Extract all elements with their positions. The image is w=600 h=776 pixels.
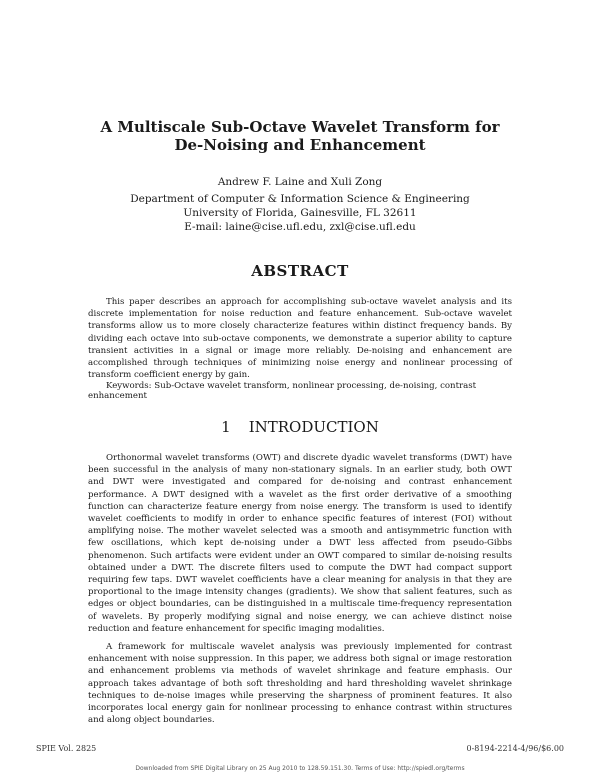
keywords-line: Keywords: Sub-Octave wavelet transform, nonlinear processing, de-noising, contrast enhancement: [88, 381, 477, 401]
email-line: E-mail: laine@cise.ufl.edu, zxl@cise.ufl.edu: [184, 221, 416, 233]
authors: Andrew F. Laine and Xuli Zong: [217, 176, 383, 188]
affiliation-line2: University of Florida, Gainesville, FL 32611: [183, 207, 417, 219]
paper-title-line2: De-Noising and Enhancement: [174, 136, 426, 154]
download-notice: Downloaded from SPIE Digital Library on 25 Aug 2010 to 128.59.151.30. Terms of Use: http://spiedl.org/terms: [135, 765, 465, 772]
paper-title-line1: A Multiscale Sub-Octave Wavelet Transform for: [100, 118, 500, 136]
affiliation-line1: Department of Computer & Information Science & Engineering: [130, 193, 470, 205]
intro-section-title: INTRODUCTION: [248, 418, 379, 436]
footer-volume: SPIE Vol. 2825: [36, 744, 97, 753]
intro-heading: [0, 418, 600, 436]
abstract-heading: ABSTRACT: [251, 262, 349, 280]
intro-paragraph-1: Orthonormal wavelet transforms (OWT) and discrete dyadic wavelet transforms (DWT) have been successful in the analysis of many non-stationary signals. In an earlier study, both OWT and DWT were investigated and compared for de-noising and contrast enhancement performance. A DWT designed with a wavelet as the first order derivative of a smoothing function can characterize feature energy from noise energy. The transform is used to identify wavelet coefficients to modify in order to enhance specific features of interest (FOI) without amplifying noise. The mother wavelet selected was a smooth and antisymmetric function with few oscillations, which kept de-noising under a DWT less affected from pseudo-Gibbs phenomenon. Such artifacts were evident under an OWT compared to similar de-noising results obtained under a DWT. The discrete filters used to compute the DWT had compact support requiring few taps. DWT wavelet coefficients have a clear meaning for analysis in that they are proportional to the image intensity changes (gradients). We show that salient features, such as edges or object boundaries, can be distinguished in a multiscale time-frequency representation of wavelets. By properly modifying signal and noise energy, we can achieve distinct noise reduction and feature enhancement for specific imaging modalities.: [88, 453, 512, 634]
abstract-text: This paper describes an approach for accomplishing sub-octave wavelet analysis and its discrete implementation for noise reduction and feature enhancement. Sub-octave wavelet transforms allow us to more closely characterize features within distinct frequency bands. By dividing each octave into sub-octave components, we demonstrate a superior ability to capture transient activities in a signal or image more reliably. De-noising and enhancement are accomplished through techniques of minimizing noise energy and nonlinear processing of transform coefficient energy by gain.: [88, 297, 512, 381]
intro-paragraph-2: A framework for multiscale wavelet analysis was previously implemented for contrast enhancement with noise suppression. In this paper, we address both signal or image restoration and enhancement problems via methods of wavelet shrinkage and feature emphasis. Our approach takes advantage of both soft thresholding and hard thresholding wavelet shrinkage techniques to de-noise images while preserving the sharpness of prominent features. It also incorporates local energy gain for nonlinear processing to enhance contrast within structures and along object boundaries.: [88, 642, 512, 726]
intro-body: [88, 452, 512, 726]
abstract-body: [88, 296, 512, 381]
intro-section-number: 1: [221, 418, 231, 436]
footer-isbn: 0-8194-2214-4/96/$6.00: [466, 744, 564, 753]
